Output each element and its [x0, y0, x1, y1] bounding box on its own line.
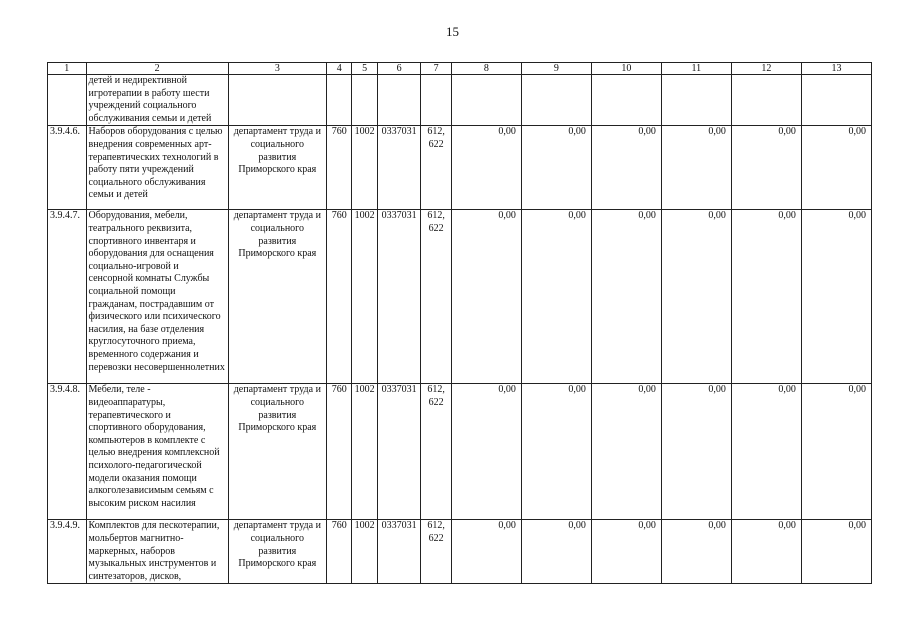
column-number: 11	[661, 63, 731, 75]
column-number: 5	[352, 63, 377, 75]
budget-table	[47, 62, 872, 584]
column-number: 10	[591, 63, 661, 75]
row-executor: департамент труда и социального развития Приморского края	[228, 210, 326, 384]
row-c4: 760	[327, 520, 352, 584]
row-description: Комплектов для пескотерапии, мольбертов магнитно-маркерных, наборов музыкальных инструментов и синтезаторов, дисков,	[86, 520, 228, 584]
row-c4: 760	[327, 384, 352, 520]
row-value: 0,00	[521, 520, 591, 584]
row-value: 0,00	[801, 520, 871, 584]
row-value: 0,00	[731, 210, 801, 384]
page-number: 15	[446, 24, 459, 39]
row-value: 0,00	[591, 210, 661, 384]
row-description: Мебели, теле - видеоаппаратуры, терапевтического и спортивного оборудования, компьютеров в комплекте с целью внедрения комплексной психолого-педагогической модели оказания помощи алкоголезависимым семьям с высоким риском насилия	[86, 384, 228, 520]
row-c6: 0337031	[377, 210, 421, 384]
row-c7: 612, 622	[421, 520, 451, 584]
row-description: детей и недирективной игротерапии в работу шести учреждений социального обслуживания семьи и детей	[86, 75, 228, 126]
row-value: 0,00	[451, 384, 521, 520]
row-c5: 1002	[352, 520, 377, 584]
row-c4: 760	[327, 210, 352, 384]
row-value: 0,00	[801, 126, 871, 210]
column-number-row	[48, 63, 872, 75]
column-number: 13	[801, 63, 871, 75]
row-code: 3.9.4.7.	[48, 210, 87, 384]
row-value: 0,00	[521, 384, 591, 520]
column-number: 6	[377, 63, 421, 75]
row-c7: 612, 622	[421, 384, 451, 520]
row-value: 0,00	[591, 520, 661, 584]
row-c4: 760	[327, 126, 352, 210]
row-value: 0,00	[661, 384, 731, 520]
row-code: 3.9.4.6.	[48, 126, 87, 210]
row-value: 0,00	[521, 210, 591, 384]
row-value: 0,00	[661, 126, 731, 210]
column-number: 3	[228, 63, 326, 75]
row-value: 0,00	[801, 210, 871, 384]
row-code: 3.9.4.9.	[48, 520, 87, 584]
column-number: 1	[48, 63, 87, 75]
table-row	[48, 126, 872, 210]
row-c6: 0337031	[377, 384, 421, 520]
row-value: 0,00	[521, 126, 591, 210]
column-number: 4	[327, 63, 352, 75]
row-value: 0,00	[731, 384, 801, 520]
row-c7: 612, 622	[421, 210, 451, 384]
row-executor: департамент труда и социального развития Приморского края	[228, 520, 326, 584]
table-row	[48, 75, 872, 126]
row-value: 0,00	[801, 384, 871, 520]
row-c7: 612, 622	[421, 126, 451, 210]
table-row	[48, 520, 872, 584]
column-number: 8	[451, 63, 521, 75]
column-number: 12	[731, 63, 801, 75]
row-description: Оборудования, мебели, театрального реквизита, спортивного инвентаря и оборудования для оснащения социально-игровой и сенсорной комнаты Службы социальной помощи гражданам, пострадавшим от физического или психического насилия, на базе отделения круглосуточного приема, временного содержания и перевозки несовершеннолетних	[86, 210, 228, 384]
row-c5: 1002	[352, 126, 377, 210]
row-code: 3.9.4.8.	[48, 384, 87, 520]
row-value: 0,00	[731, 126, 801, 210]
row-value: 0,00	[451, 126, 521, 210]
table-row	[48, 384, 872, 520]
row-c5: 1002	[352, 210, 377, 384]
column-number: 9	[521, 63, 591, 75]
row-c5: 1002	[352, 384, 377, 520]
row-value: 0,00	[731, 520, 801, 584]
row-description: Наборов оборудования с целью внедрения современных арт-терапевтических технологий в работу пяти учреждений социального обслуживания семьи и детей	[86, 126, 228, 210]
row-executor: департамент труда и социального развития Приморского края	[228, 384, 326, 520]
row-value: 0,00	[661, 210, 731, 384]
row-value: 0,00	[451, 210, 521, 384]
row-value: 0,00	[451, 520, 521, 584]
column-number: 7	[421, 63, 451, 75]
row-executor: департамент труда и социального развития Приморского края	[228, 126, 326, 210]
row-c6: 0337031	[377, 520, 421, 584]
table-row	[48, 210, 872, 384]
row-value: 0,00	[591, 126, 661, 210]
row-value: 0,00	[591, 384, 661, 520]
column-number: 2	[86, 63, 228, 75]
row-value: 0,00	[661, 520, 731, 584]
row-c6: 0337031	[377, 126, 421, 210]
